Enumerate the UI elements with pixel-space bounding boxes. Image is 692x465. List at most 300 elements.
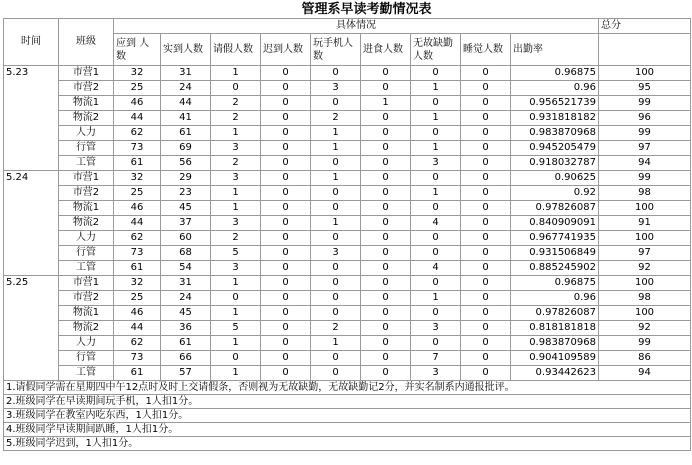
- cell-absent[interactable]: 0: [411, 246, 461, 261]
- cell-actual[interactable]: 60: [161, 231, 211, 246]
- cell-actual[interactable]: 45: [161, 306, 211, 321]
- cell-should-attend[interactable]: 44: [114, 321, 161, 336]
- cell-class[interactable]: 人力: [59, 126, 114, 141]
- cell-date[interactable]: [4, 186, 59, 201]
- cell-sleep[interactable]: 0: [461, 231, 511, 246]
- table-row: [4, 156, 691, 171]
- table-row: [4, 336, 691, 351]
- cell-leave[interactable]: 1: [211, 201, 261, 216]
- cell-date[interactable]: [4, 126, 59, 141]
- cell-absent[interactable]: 0: [411, 201, 461, 216]
- cell-leave[interactable]: 0: [211, 81, 261, 96]
- cell-sleep[interactable]: 0: [461, 126, 511, 141]
- cell-rate[interactable]: 0.90625: [511, 171, 599, 186]
- cell-late[interactable]: 0: [261, 156, 311, 171]
- cell-leave[interactable]: 3: [211, 141, 261, 156]
- cell-date[interactable]: [4, 231, 59, 246]
- attendance-table: [3, 18, 691, 451]
- cell-date[interactable]: [4, 261, 59, 276]
- cell-rate[interactable]: 0.931506849: [511, 246, 599, 261]
- cell-late[interactable]: 0: [261, 306, 311, 321]
- header-total-group[interactable]: 总分: [599, 19, 691, 34]
- table-row: [4, 201, 691, 216]
- cell-class[interactable]: 市营2: [59, 186, 114, 201]
- cell-class[interactable]: 市营2: [59, 291, 114, 306]
- cell-phone[interactable]: 1: [311, 171, 361, 186]
- cell-rate[interactable]: 0.96: [511, 81, 599, 96]
- table-row: [4, 96, 691, 111]
- cell-late[interactable]: 0: [261, 81, 311, 96]
- cell-leave[interactable]: 2: [211, 111, 261, 126]
- cell-leave[interactable]: 1: [211, 336, 261, 351]
- cell-should-attend[interactable]: 61: [114, 156, 161, 171]
- table-row: [4, 66, 691, 81]
- cell-date[interactable]: 5.24: [4, 171, 59, 186]
- cell-sleep[interactable]: 0: [461, 291, 511, 306]
- cell-date[interactable]: [4, 366, 59, 381]
- table-row: [4, 291, 691, 306]
- cell-sleep[interactable]: 0: [461, 156, 511, 171]
- cell-actual[interactable]: 54: [161, 261, 211, 276]
- cell-actual[interactable]: 69: [161, 141, 211, 156]
- cell-class[interactable]: 物流2: [59, 321, 114, 336]
- cell-sleep[interactable]: 0: [461, 321, 511, 336]
- cell-late[interactable]: 0: [261, 171, 311, 186]
- cell-leave[interactable]: 1: [211, 306, 261, 321]
- cell-late[interactable]: 0: [261, 261, 311, 276]
- cell-leave[interactable]: 2: [211, 96, 261, 111]
- cell-late[interactable]: 0: [261, 366, 311, 381]
- cell-should-attend[interactable]: 73: [114, 246, 161, 261]
- cell-absent[interactable]: 3: [411, 156, 461, 171]
- cell-date[interactable]: 5.25: [4, 276, 59, 291]
- cell-should-attend[interactable]: 62: [114, 231, 161, 246]
- cell-should-attend[interactable]: 44: [114, 216, 161, 231]
- cell-leave[interactable]: 1: [211, 66, 261, 81]
- cell-late[interactable]: 0: [261, 126, 311, 141]
- cell-eating[interactable]: 0: [361, 261, 411, 276]
- header-actual[interactable]: 实到人数: [161, 34, 211, 66]
- note-row: [4, 395, 691, 409]
- cell-eating[interactable]: 0: [361, 156, 411, 171]
- cell-should-attend[interactable]: 32: [114, 66, 161, 81]
- cell-actual[interactable]: 61: [161, 336, 211, 351]
- cell-absent[interactable]: 0: [411, 231, 461, 246]
- cell-late[interactable]: 0: [261, 141, 311, 156]
- cell-sleep[interactable]: 0: [461, 171, 511, 186]
- cell-total[interactable]: 92: [599, 321, 691, 336]
- cell-should-attend[interactable]: 46: [114, 306, 161, 321]
- table-row: [4, 171, 691, 186]
- cell-rate[interactable]: 0.983870968: [511, 336, 599, 351]
- cell-sleep[interactable]: 0: [461, 246, 511, 261]
- cell-phone[interactable]: 0: [311, 351, 361, 366]
- cell-actual[interactable]: 56: [161, 156, 211, 171]
- cell-date[interactable]: [4, 96, 59, 111]
- cell-leave[interactable]: 3: [211, 216, 261, 231]
- cell-actual[interactable]: 37: [161, 216, 211, 231]
- cell-rate[interactable]: 0.918032787: [511, 156, 599, 171]
- cell-class[interactable]: 物流1: [59, 306, 114, 321]
- table-row: [4, 276, 691, 291]
- table-row: [4, 126, 691, 141]
- table-row: [4, 216, 691, 231]
- cell-total[interactable]: 100: [599, 306, 691, 321]
- cell-rate[interactable]: 0.818181818: [511, 321, 599, 336]
- cell-rate[interactable]: 0.904109589: [511, 351, 599, 366]
- cell-class[interactable]: 市营1: [59, 171, 114, 186]
- table-row: [4, 261, 691, 276]
- cell-should-attend[interactable]: 44: [114, 111, 161, 126]
- note-row: [4, 437, 691, 451]
- cell-total[interactable]: 92: [599, 261, 691, 276]
- cell-total[interactable]: 99: [599, 96, 691, 111]
- cell-class[interactable]: 物流2: [59, 111, 114, 126]
- cell-actual[interactable]: 31: [161, 66, 211, 81]
- cell-actual[interactable]: 41: [161, 111, 211, 126]
- cell-actual[interactable]: 57: [161, 366, 211, 381]
- attendance-sheet: [3, 2, 690, 451]
- header-absent[interactable]: 无故缺勤人数: [411, 34, 461, 66]
- cell-eating[interactable]: 0: [361, 321, 411, 336]
- cell-absent[interactable]: 4: [411, 216, 461, 231]
- table-row: [4, 231, 691, 246]
- cell-leave[interactable]: 1: [211, 126, 261, 141]
- cell-phone[interactable]: 1: [311, 141, 361, 156]
- cell-total[interactable]: 86: [599, 351, 691, 366]
- cell-date[interactable]: [4, 321, 59, 336]
- header-should-attend[interactable]: 应到 人数: [114, 34, 161, 66]
- cell-phone[interactable]: 1: [311, 216, 361, 231]
- cell-phone[interactable]: 0: [311, 261, 361, 276]
- cell-phone[interactable]: 3: [311, 246, 361, 261]
- cell-absent[interactable]: 0: [411, 276, 461, 291]
- cell-eating[interactable]: 1: [361, 96, 411, 111]
- cell-total[interactable]: 96: [599, 111, 691, 126]
- cell-class[interactable]: 行管: [59, 246, 114, 261]
- header-sleep[interactable]: 睡觉人数: [461, 34, 511, 66]
- cell-should-attend[interactable]: 61: [114, 261, 161, 276]
- cell-actual[interactable]: 44: [161, 96, 211, 111]
- table-row: [4, 111, 691, 126]
- cell-total[interactable]: 99: [599, 126, 691, 141]
- cell-absent[interactable]: 1: [411, 291, 461, 306]
- cell-late[interactable]: 0: [261, 201, 311, 216]
- cell-sleep[interactable]: 0: [461, 306, 511, 321]
- cell-phone[interactable]: 1: [311, 336, 361, 351]
- cell-class[interactable]: 物流2: [59, 216, 114, 231]
- cell-should-attend[interactable]: 25: [114, 186, 161, 201]
- cell-rate[interactable]: 0.93442623: [511, 366, 599, 381]
- cell-eating[interactable]: 0: [361, 351, 411, 366]
- cell-leave[interactable]: 5: [211, 246, 261, 261]
- cell-total[interactable]: 97: [599, 141, 691, 156]
- cell-eating[interactable]: 0: [361, 306, 411, 321]
- cell-class[interactable]: 市营2: [59, 81, 114, 96]
- note-text[interactable]: 4.班级同学早读期间趴睡，1人扣1分。: [4, 423, 691, 437]
- cell-actual[interactable]: 31: [161, 276, 211, 291]
- header-total[interactable]: [599, 34, 691, 66]
- cell-phone[interactable]: 0: [311, 201, 361, 216]
- cell-rate[interactable]: 0.956521739: [511, 96, 599, 111]
- cell-rate[interactable]: 0.92: [511, 186, 599, 201]
- cell-date[interactable]: [4, 111, 59, 126]
- cell-total[interactable]: 95: [599, 81, 691, 96]
- cell-date[interactable]: [4, 336, 59, 351]
- cell-class[interactable]: 行管: [59, 141, 114, 156]
- cell-sleep[interactable]: 0: [461, 276, 511, 291]
- cell-total[interactable]: 99: [599, 336, 691, 351]
- cell-absent[interactable]: 3: [411, 366, 461, 381]
- cell-late[interactable]: 0: [261, 66, 311, 81]
- cell-should-attend[interactable]: 46: [114, 96, 161, 111]
- cell-rate[interactable]: 0.840909091: [511, 216, 599, 231]
- cell-phone[interactable]: 2: [311, 321, 361, 336]
- cell-absent[interactable]: 1: [411, 81, 461, 96]
- cell-total[interactable]: 91: [599, 216, 691, 231]
- note-row: [4, 409, 691, 423]
- cell-leave[interactable]: 0: [211, 351, 261, 366]
- note-text[interactable]: 3.班级同学在教室内吃东西，1人扣1分。: [4, 409, 691, 423]
- table-row: [4, 321, 691, 336]
- cell-absent[interactable]: 1: [411, 141, 461, 156]
- cell-eating[interactable]: 0: [361, 291, 411, 306]
- header-rate[interactable]: 出勤率: [511, 34, 599, 66]
- cell-date[interactable]: [4, 156, 59, 171]
- cell-sleep[interactable]: 0: [461, 366, 511, 381]
- cell-actual[interactable]: 68: [161, 246, 211, 261]
- cell-phone[interactable]: 0: [311, 156, 361, 171]
- cell-sleep[interactable]: 0: [461, 81, 511, 96]
- cell-actual[interactable]: 24: [161, 291, 211, 306]
- cell-total[interactable]: 98: [599, 186, 691, 201]
- table-row: [4, 141, 691, 156]
- cell-eating[interactable]: 0: [361, 216, 411, 231]
- cell-date[interactable]: [4, 291, 59, 306]
- cell-phone[interactable]: 0: [311, 231, 361, 246]
- cell-total[interactable]: 94: [599, 366, 691, 381]
- cell-late[interactable]: 0: [261, 351, 311, 366]
- cell-class[interactable]: 市营1: [59, 276, 114, 291]
- header-leave[interactable]: 请假人数: [211, 34, 261, 66]
- cell-eating[interactable]: 0: [361, 366, 411, 381]
- cell-actual[interactable]: 45: [161, 201, 211, 216]
- cell-sleep[interactable]: 0: [461, 351, 511, 366]
- cell-actual[interactable]: 66: [161, 351, 211, 366]
- cell-absent[interactable]: 4: [411, 261, 461, 276]
- cell-class[interactable]: 工管: [59, 156, 114, 171]
- cell-sleep[interactable]: 0: [461, 201, 511, 216]
- cell-total[interactable]: 100: [599, 66, 691, 81]
- cell-leave[interactable]: 3: [211, 261, 261, 276]
- cell-rate[interactable]: 0.96: [511, 291, 599, 306]
- cell-phone[interactable]: 3: [311, 81, 361, 96]
- cell-total[interactable]: 100: [599, 276, 691, 291]
- cell-phone[interactable]: 0: [311, 96, 361, 111]
- header-time[interactable]: 时间: [4, 19, 59, 66]
- cell-rate[interactable]: 0.97826087: [511, 306, 599, 321]
- cell-absent[interactable]: 1: [411, 186, 461, 201]
- cell-eating[interactable]: 0: [361, 141, 411, 156]
- cell-phone[interactable]: 0: [311, 291, 361, 306]
- header-class[interactable]: 班级: [59, 19, 114, 66]
- cell-late[interactable]: 0: [261, 321, 311, 336]
- cell-eating[interactable]: 0: [361, 66, 411, 81]
- table-row: [4, 366, 691, 381]
- cell-leave[interactable]: 3: [211, 171, 261, 186]
- cell-should-attend[interactable]: 32: [114, 171, 161, 186]
- table-row: [4, 186, 691, 201]
- cell-rate[interactable]: 0.885245902: [511, 261, 599, 276]
- cell-class[interactable]: 工管: [59, 366, 114, 381]
- cell-rate[interactable]: 0.983870968: [511, 126, 599, 141]
- cell-rate[interactable]: 0.96875: [511, 66, 599, 81]
- header-late[interactable]: 迟到人数: [261, 34, 311, 66]
- cell-should-attend[interactable]: 32: [114, 276, 161, 291]
- cell-late[interactable]: 0: [261, 111, 311, 126]
- note-row: [4, 423, 691, 437]
- cell-absent[interactable]: 0: [411, 336, 461, 351]
- cell-class[interactable]: 市营1: [59, 66, 114, 81]
- cell-phone[interactable]: 0: [311, 366, 361, 381]
- cell-eating[interactable]: 0: [361, 171, 411, 186]
- cell-absent[interactable]: 0: [411, 126, 461, 141]
- cell-phone[interactable]: 0: [311, 276, 361, 291]
- cell-sleep[interactable]: 0: [461, 111, 511, 126]
- cell-date[interactable]: [4, 201, 59, 216]
- cell-class[interactable]: 人力: [59, 336, 114, 351]
- cell-leave[interactable]: 2: [211, 231, 261, 246]
- cell-absent[interactable]: 7: [411, 351, 461, 366]
- cell-absent[interactable]: 0: [411, 96, 461, 111]
- cell-class[interactable]: 工管: [59, 261, 114, 276]
- cell-late[interactable]: 0: [261, 276, 311, 291]
- cell-absent[interactable]: 0: [411, 306, 461, 321]
- cell-rate[interactable]: 0.96875: [511, 276, 599, 291]
- notes-section: [4, 381, 691, 451]
- cell-leave[interactable]: 5: [211, 321, 261, 336]
- cell-should-attend[interactable]: 46: [114, 201, 161, 216]
- cell-should-attend[interactable]: 61: [114, 366, 161, 381]
- header-detail-group[interactable]: 具体情况: [114, 19, 599, 34]
- cell-leave[interactable]: 1: [211, 366, 261, 381]
- cell-eating[interactable]: 0: [361, 111, 411, 126]
- cell-class[interactable]: 物流1: [59, 201, 114, 216]
- cell-phone[interactable]: 0: [311, 66, 361, 81]
- cell-late[interactable]: 0: [261, 96, 311, 111]
- note-text[interactable]: 1.请假同学需在星期四中午12点时及时上交请假条，否则视为无故缺勤，无故缺勤记2分，并实名制系内通报批评。: [4, 381, 691, 395]
- cell-date[interactable]: [4, 81, 59, 96]
- cell-should-attend[interactable]: 73: [114, 351, 161, 366]
- cell-eating[interactable]: 0: [361, 336, 411, 351]
- cell-phone[interactable]: 0: [311, 306, 361, 321]
- cell-late[interactable]: 0: [261, 231, 311, 246]
- cell-total[interactable]: 98: [599, 291, 691, 306]
- cell-leave[interactable]: 1: [211, 276, 261, 291]
- cell-eating[interactable]: 0: [361, 276, 411, 291]
- cell-phone[interactable]: 0: [311, 186, 361, 201]
- cell-date[interactable]: 5.23: [4, 66, 59, 81]
- cell-late[interactable]: 0: [261, 246, 311, 261]
- cell-absent[interactable]: 0: [411, 66, 461, 81]
- table-row: [4, 246, 691, 261]
- cell-date[interactable]: [4, 141, 59, 156]
- cell-eating[interactable]: 0: [361, 231, 411, 246]
- cell-date[interactable]: [4, 216, 59, 231]
- cell-should-attend[interactable]: 62: [114, 336, 161, 351]
- cell-leave[interactable]: 1: [211, 186, 261, 201]
- header-phone[interactable]: 玩手机人数: [311, 34, 361, 66]
- cell-phone[interactable]: 2: [311, 111, 361, 126]
- header-eating[interactable]: 进食人数: [361, 34, 411, 66]
- cell-absent[interactable]: 0: [411, 171, 461, 186]
- cell-sleep[interactable]: 0: [461, 96, 511, 111]
- table-row: [4, 81, 691, 96]
- cell-actual[interactable]: 23: [161, 186, 211, 201]
- cell-total[interactable]: 94: [599, 156, 691, 171]
- cell-should-attend[interactable]: 73: [114, 141, 161, 156]
- cell-eating[interactable]: 0: [361, 186, 411, 201]
- cell-rate[interactable]: 0.945205479: [511, 141, 599, 156]
- cell-leave[interactable]: 2: [211, 156, 261, 171]
- cell-rate[interactable]: 0.97826087: [511, 201, 599, 216]
- cell-late[interactable]: 0: [261, 291, 311, 306]
- cell-sleep[interactable]: 0: [461, 336, 511, 351]
- table-row: [4, 306, 691, 321]
- sheet-title: 管理系早读考勤情况表: [301, 2, 432, 17]
- cell-actual[interactable]: 29: [161, 171, 211, 186]
- note-text[interactable]: 2.班级同学在早读期间玩手机，1人扣1分。: [4, 395, 691, 409]
- cell-date[interactable]: [4, 246, 59, 261]
- cell-sleep[interactable]: 0: [461, 186, 511, 201]
- cell-total[interactable]: 100: [599, 231, 691, 246]
- cell-eating[interactable]: 0: [361, 81, 411, 96]
- cell-actual[interactable]: 61: [161, 126, 211, 141]
- cell-rate[interactable]: 0.967741935: [511, 231, 599, 246]
- cell-eating[interactable]: 0: [361, 201, 411, 216]
- cell-total[interactable]: 99: [599, 171, 691, 186]
- cell-should-attend[interactable]: 25: [114, 291, 161, 306]
- cell-leave[interactable]: 0: [211, 291, 261, 306]
- cell-actual[interactable]: 36: [161, 321, 211, 336]
- cell-date[interactable]: [4, 351, 59, 366]
- cell-late[interactable]: 0: [261, 216, 311, 231]
- cell-sleep[interactable]: 0: [461, 216, 511, 231]
- cell-date[interactable]: [4, 306, 59, 321]
- cell-should-attend[interactable]: 62: [114, 126, 161, 141]
- cell-actual[interactable]: 24: [161, 81, 211, 96]
- cell-sleep[interactable]: 0: [461, 261, 511, 276]
- cell-eating[interactable]: 0: [361, 126, 411, 141]
- cell-late[interactable]: 0: [261, 336, 311, 351]
- cell-class[interactable]: 人力: [59, 231, 114, 246]
- header-row-group: [4, 19, 691, 34]
- cell-rate[interactable]: 0.931818182: [511, 111, 599, 126]
- cell-class[interactable]: 行管: [59, 351, 114, 366]
- note-text[interactable]: 5.班级同学迟到，1人扣1分。: [4, 437, 691, 451]
- cell-sleep[interactable]: 0: [461, 141, 511, 156]
- cell-late[interactable]: 0: [261, 186, 311, 201]
- cell-should-attend[interactable]: 25: [114, 81, 161, 96]
- cell-eating[interactable]: 0: [361, 246, 411, 261]
- cell-class[interactable]: 物流1: [59, 96, 114, 111]
- cell-total[interactable]: 100: [599, 201, 691, 216]
- cell-sleep[interactable]: 0: [461, 66, 511, 81]
- cell-absent[interactable]: 3: [411, 321, 461, 336]
- cell-phone[interactable]: 1: [311, 126, 361, 141]
- cell-absent[interactable]: 1: [411, 111, 461, 126]
- cell-total[interactable]: 97: [599, 246, 691, 261]
